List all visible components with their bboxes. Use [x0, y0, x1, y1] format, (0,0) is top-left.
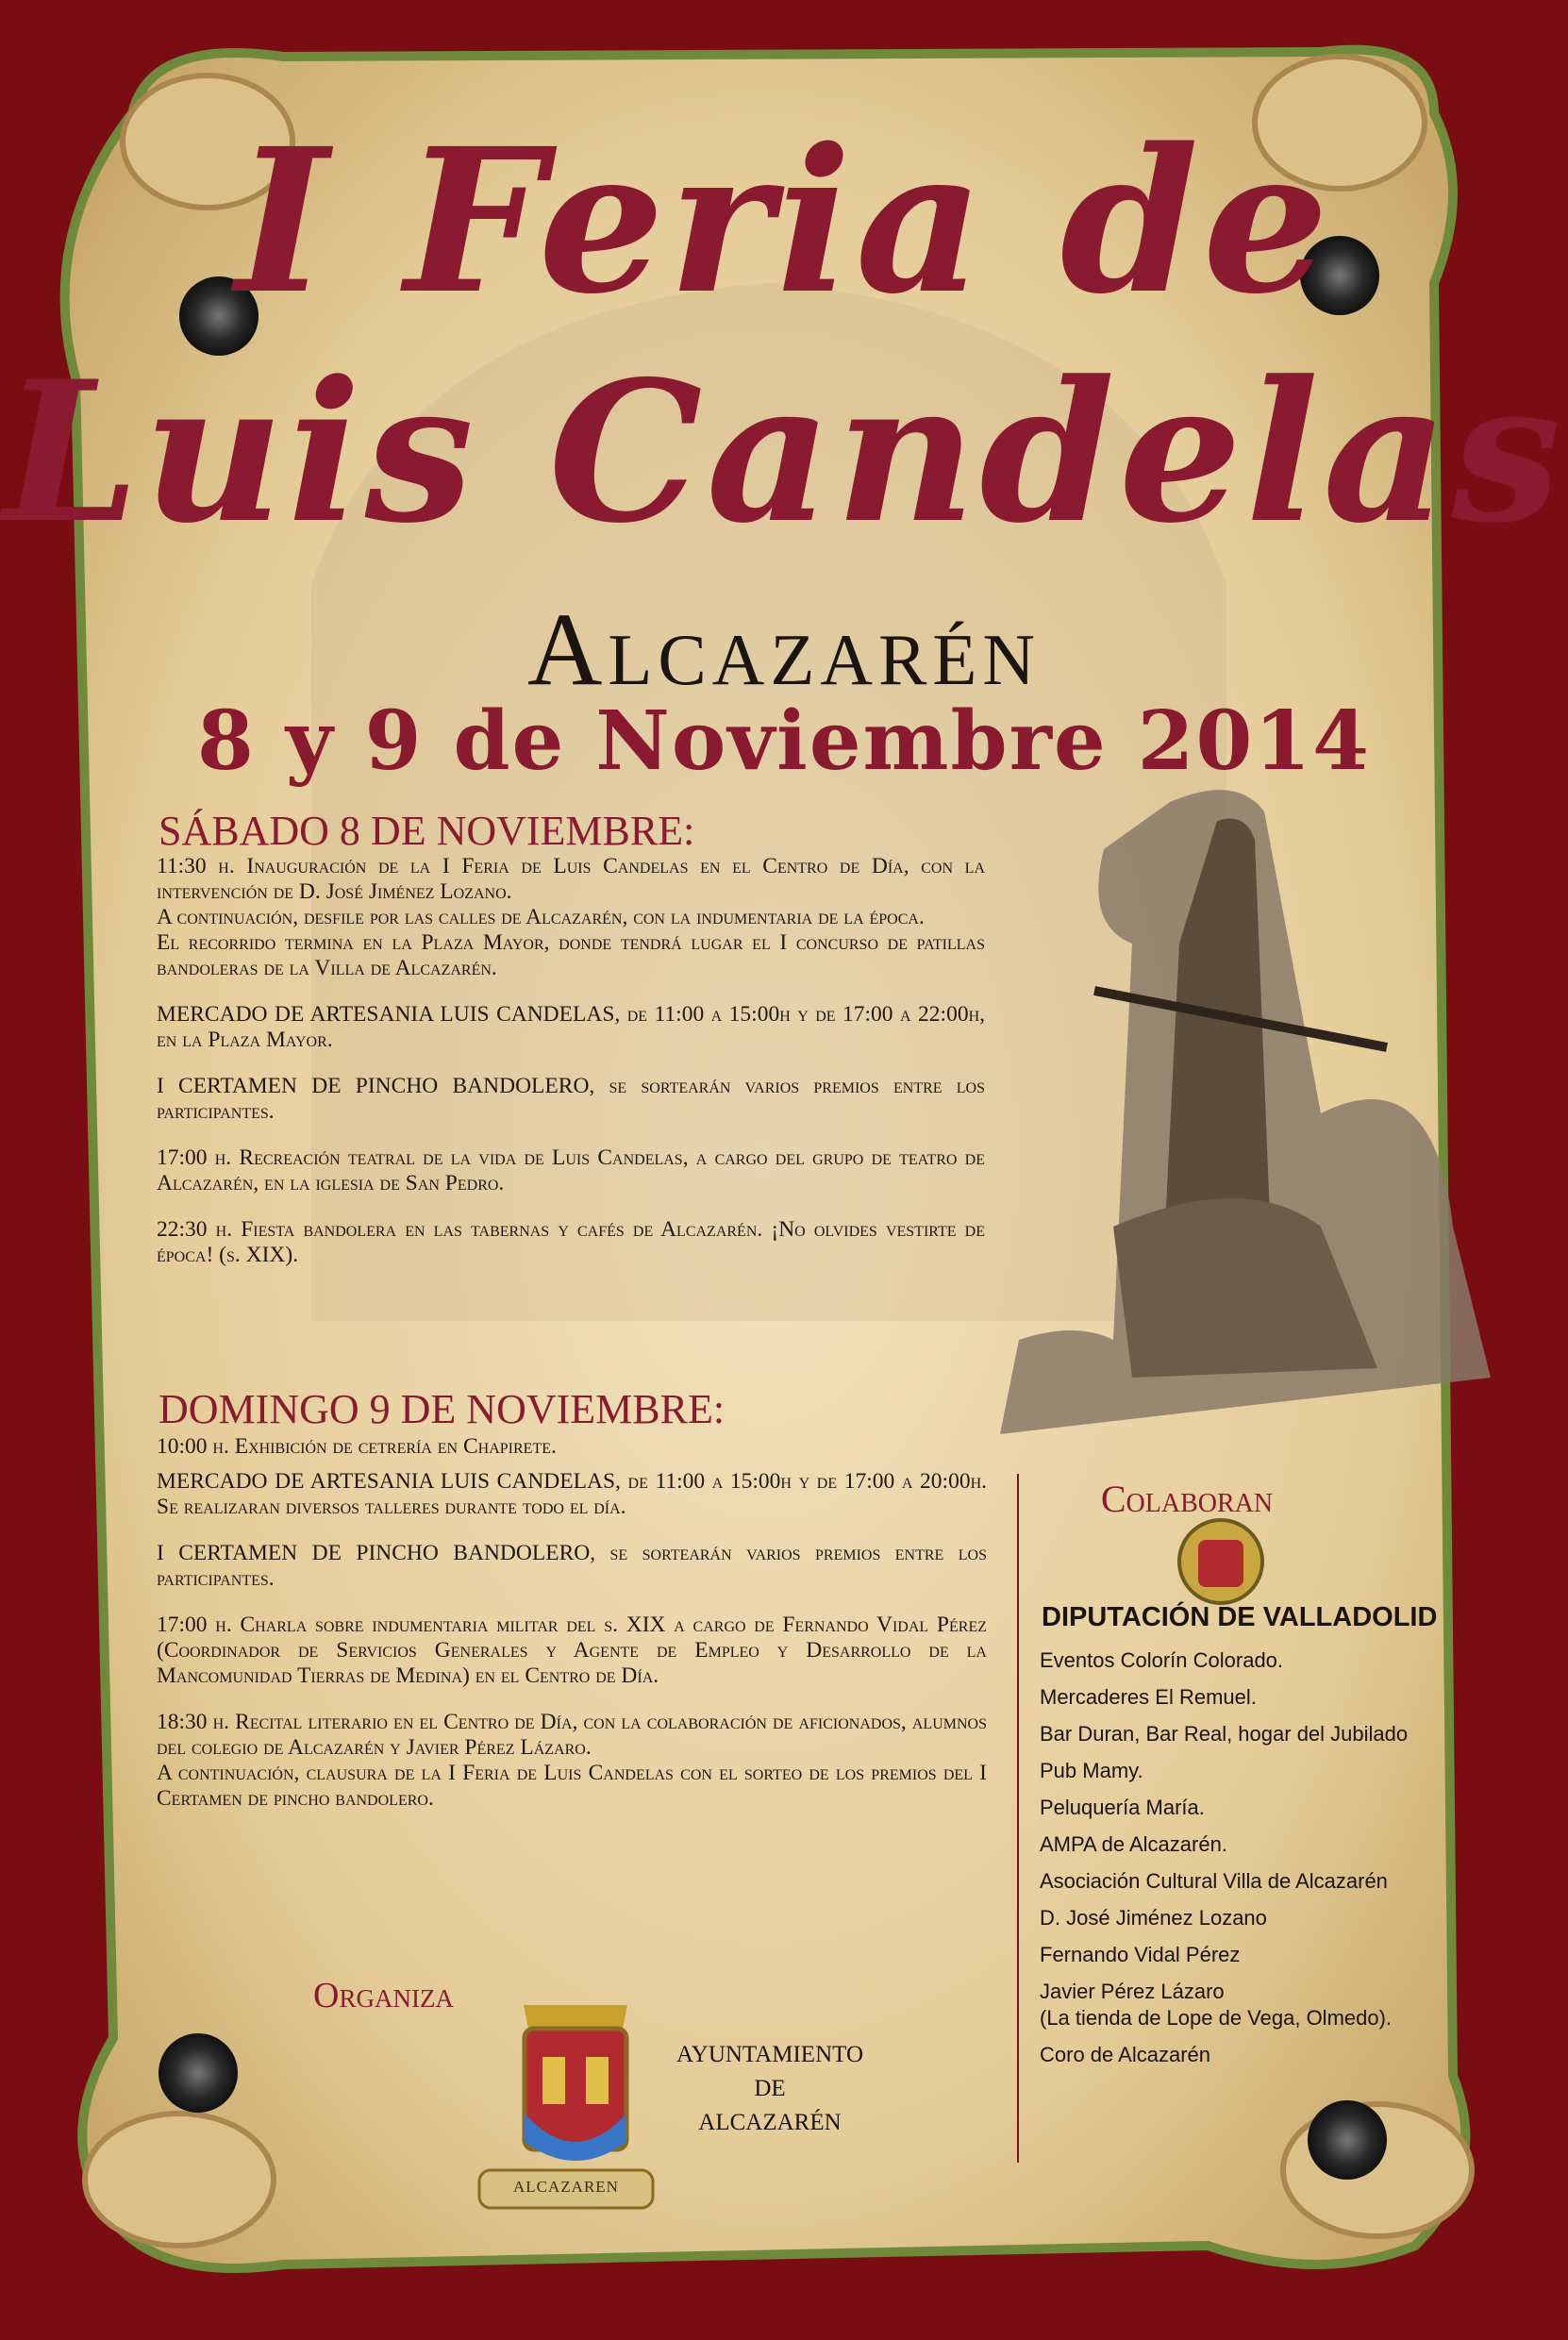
saturday-heading: SÁBADO 8 DE NOVIEMBRE:: [158, 808, 695, 854]
sponsor-item: D. José Jiménez Lozano: [1040, 1906, 1267, 1930]
title-line-1: I Feria de: [235, 105, 1333, 338]
title-line-2: Luis Candelas: [3, 340, 1565, 566]
saturday-event: 22:30 h. Fiesta bandolera en las tabernas y cafés de Alcazarén. ¡No olvides vestirte de época! (s. XIX).: [157, 1217, 985, 1267]
saturday-event: 11:30 h. Inauguración de la I Feria de Luis Candelas en el Centro de Día, con la intervención de D. José Jiménez Lozano. A continuación, desfile por las calles de Alcazarén, con la indumentaria de la época. El recorrido termina en la Plaza Mayor, donde tendrá lugar el I concurso de patillas bandoleras de la Villa de Alcazarén.: [157, 854, 985, 980]
sunday-event: 17:00 h. Charla sobre indumentaria militar del s. XIX a cargo de Fernando Vidal Pérez (Coordinador de Servicios Generales y Agente de Empleo y Desarrollo de la Mancomunidad Tierras de Medina) en el Centro de Día.: [157, 1613, 987, 1688]
sponsor-item: Fernando Vidal Pérez: [1040, 1943, 1241, 1966]
sponsor-item: Javier Pérez Lázaro (La tienda de Lope de Vega, Olmedo).: [1040, 1980, 1393, 2030]
sponsor-item: Peluquería María.: [1040, 1796, 1205, 1819]
saturday-program: [157, 854, 985, 1289]
event-dates: 8 y 9 de Noviembre 2014: [196, 694, 1372, 789]
organiza-heading: Organiza: [313, 1976, 454, 2015]
coat-of-arms-ribbon: ALCAZAREN: [513, 2178, 619, 2196]
ayuntamiento-line: ALCAZARÉN: [698, 2110, 842, 2135]
sponsor-item: Bar Duran, Bar Real, hogar del Jubilado: [1040, 1722, 1409, 1746]
saturday-event: I CERTAMEN DE PINCHO BANDOLERO, se sortearán varios premios entre los participantes.: [157, 1074, 985, 1124]
sunday-event: MERCADO DE ARTESANIA LUIS CANDELAS, de 11:00 a 15:00h y de 17:00 a 20:00h. Se realizaran diversos talleres durante todo el día.: [157, 1469, 987, 1519]
colaboran-heading: Colaboran: [1100, 1478, 1274, 1520]
divider-line: [1017, 1474, 1019, 2163]
diputacion-coat-of-arms: [1179, 1520, 1262, 1603]
sunday-event: 18:30 h. Recital literario en el Centro de Día, con la colaboración de aficionados, alumnos del colegio de Alcazarén y Javier Pérez Lázaro. A continuación, clausura de la I Feria de Luis Candelas con el sorteo de los premios del I Certamen de pincho bandolero.: [157, 1710, 987, 1811]
sponsor-item: Asociación Cultural Villa de Alcazarén: [1040, 1869, 1388, 1893]
sponsor-item: Pub Mamy.: [1040, 1759, 1143, 1782]
town-name: Alcazarén: [526, 592, 1042, 707]
sunday-event: 10:00 h. Exhibición de cetrería en Chapirete.: [157, 1434, 557, 1459]
saturday-event: MERCADO DE ARTESANIA LUIS CANDELAS, de 11:00 a 15:00h y de 17:00 a 22:00h, en la Plaza Mayor.: [157, 1002, 985, 1052]
sponsor-item: AMPA de Alcazarén.: [1040, 1832, 1227, 1856]
sponsor-list: [1040, 1647, 1455, 2079]
sponsor-item: Coro de Alcazarén: [1040, 2043, 1210, 2066]
ayuntamiento-line: AYUNTAMIENTO: [676, 2042, 863, 2067]
sunday-program: [157, 1434, 987, 1832]
diputacion-label: DIPUTACIÓN DE VALLADOLID: [1042, 1602, 1438, 1632]
sponsor-item: Eventos Colorín Colorado.: [1040, 1648, 1284, 1672]
sponsor-item: Mercaderes El Remuel.: [1040, 1685, 1257, 1709]
sunday-heading: DOMINGO 9 DE NOVIEMBRE:: [158, 1386, 726, 1432]
saturday-event: 17:00 h. Recreación teatral de la vida de Luis Candelas, a cargo del grupo de teatro de Alcazarén, en la iglesia de San Pedro.: [157, 1145, 985, 1195]
sunday-event: I CERTAMEN DE PINCHO BANDOLERO, se sortearán varios premios entre los participantes.: [157, 1541, 987, 1591]
ayuntamiento-label: [638, 2038, 902, 2140]
ayuntamiento-line: DE: [754, 2076, 786, 2101]
